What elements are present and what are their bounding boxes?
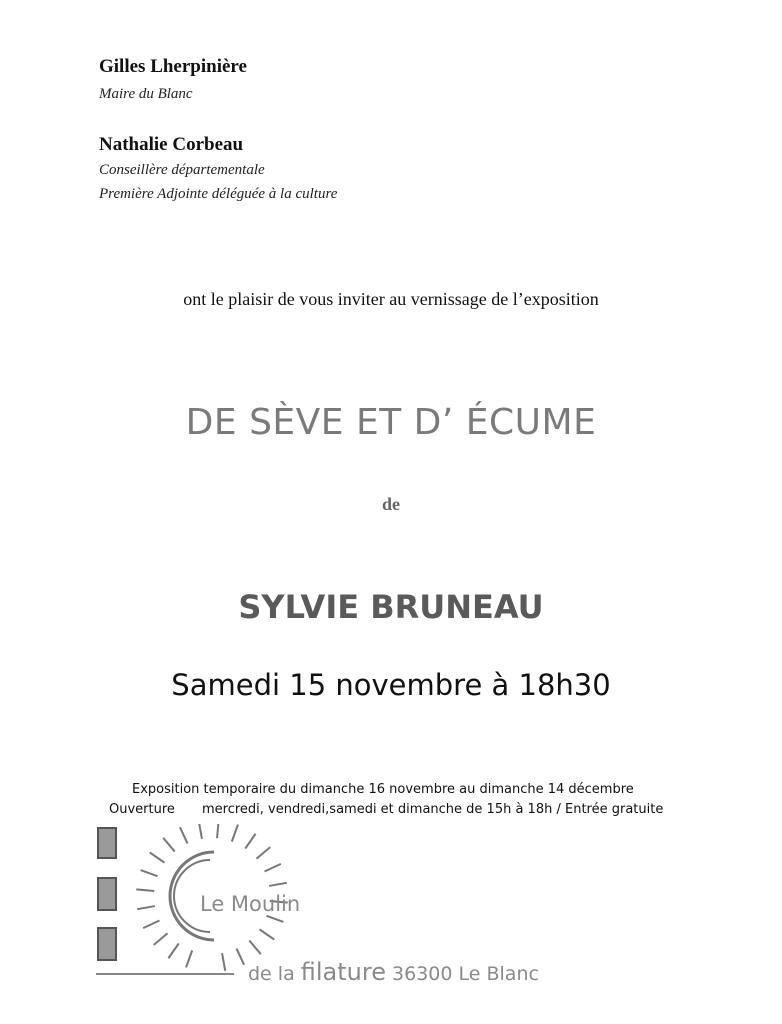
logo-highlight: filature [300, 958, 386, 986]
artist-name: SYLVIE BRUNEAU [238, 588, 544, 626]
host-1-role: Maire du Blanc [99, 86, 193, 102]
host-1-name: Gilles Lherpinière [99, 56, 247, 77]
opening-label: Ouverture [109, 802, 175, 817]
invitation-line: ont le plaisir de vous inviter au vernissage de l’exposition [183, 289, 599, 309]
logo-subline [248, 958, 539, 986]
by-label: de [382, 494, 400, 514]
logo-name: Le Moulin [200, 892, 301, 916]
opening-date: Samedi 15 novembre à 18h30 [171, 668, 611, 702]
opening-hours: mercredi, vendredi,samedi et dimanche de 15h à 18h / Entrée gratuite [202, 802, 664, 817]
host-2-role-1: Conseillère départementale [99, 162, 265, 178]
host-2-name: Nathalie Corbeau [99, 134, 244, 155]
exhibition-title: DE SÈVE ET D’ ÉCUME [185, 402, 597, 443]
logo-address: 36300 Le Blanc [392, 963, 539, 985]
logo-prefix: de la [248, 963, 295, 985]
host-2-role-2: Première Adjointe déléguée à la culture [99, 186, 338, 202]
exhibition-period: Exposition temporaire du dimanche 16 novembre au dimanche 14 décembre [132, 782, 634, 797]
